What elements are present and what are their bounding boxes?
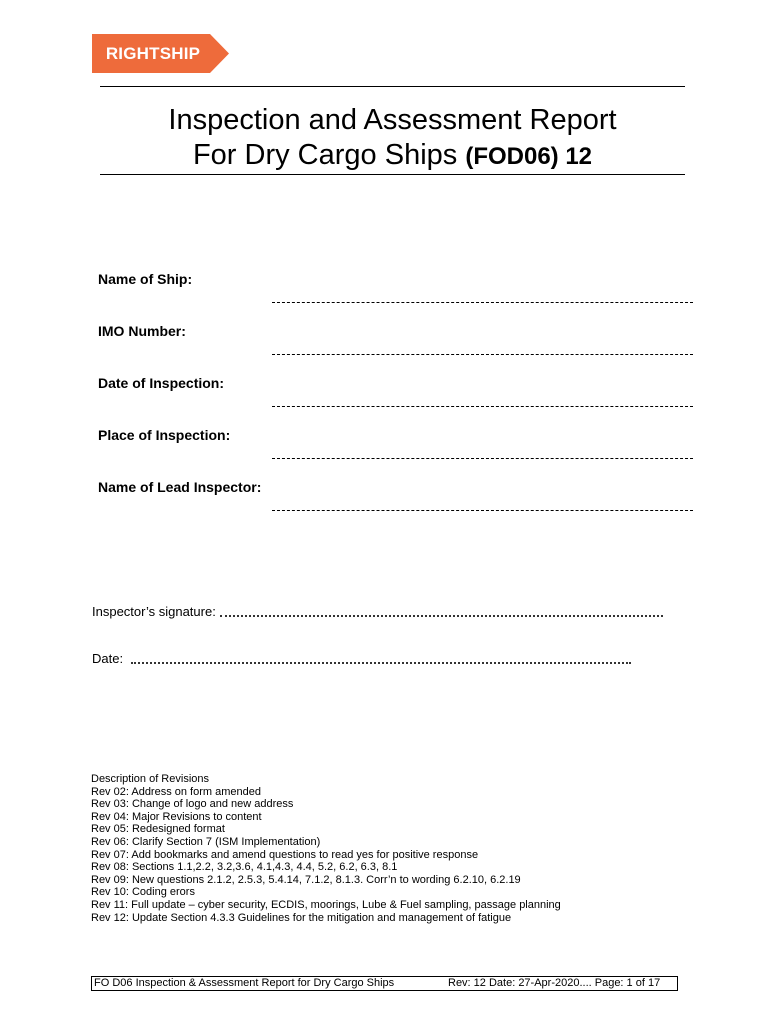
date-row [92,651,692,667]
date-of-inspection-field[interactable] [272,406,693,407]
date-label: Date: [92,651,124,666]
place-of-inspection-label: Place of Inspection: [98,427,231,443]
revision-item: Rev 02: Address on form amended [91,785,261,798]
logo-text: RIGHTSHIP [105,44,201,63]
page-footer [91,976,678,991]
revision-item: Rev 05: Redesigned format [91,823,225,836]
name-of-ship-field[interactable] [272,302,693,303]
date-of-inspection-label: Date of Inspection: [98,375,225,391]
place-of-inspection-field[interactable] [272,458,693,459]
footer-revision-info: Rev: 12 Date: 27-Apr-2020.... Page: 1 of 17 [448,977,661,989]
signature-field[interactable] [220,611,663,617]
report-title-line1: Inspection and Assessment Report [168,104,617,136]
revision-item: Rev 12: Update Section 4.3.3 Guidelines for the mitigation and management of fatigue [91,911,512,924]
signature-label: Inspector’s signature: [92,604,216,619]
revision-item: Rev 08: Sections 1.1,2.2, 3.2,3.6, 4.1,4.3, 4.4, 5.2, 6.2, 6.3, 8.1 [91,861,398,874]
report-title-line2 [100,138,685,174]
lead-inspector-label: Name of Lead Inspector: [98,479,262,495]
title-bottom-rule [100,174,685,175]
revision-item: Rev 03: Change of logo and new address [91,798,294,811]
revision-item: Rev 07: Add bookmarks and amend questions to read yes for positive response [91,848,479,861]
revision-item: Rev 09: New questions 2.1.2, 2.5.3, 5.4.14, 7.1.2, 8.1.3. Corr’n to wording 6.2.10, 6.2.19 [91,873,521,886]
signature-row [92,604,692,620]
revision-item: Rev 11: Full update – cyber security, ECDIS, moorings, Lube & Fuel sampling, passage planning [91,898,561,911]
report-form-code: (FOD06) 12 [465,143,593,170]
name-of-ship-label: Name of Ship: [98,271,193,287]
title-top-rule [100,86,685,87]
footer-document-title: FO D06 Inspection & Assessment Report for Dry Cargo Ships [94,977,395,989]
revision-item: Rev 04: Major Revisions to content [91,810,262,823]
revisions-heading: Description of Revisions [91,773,209,785]
imo-number-label: IMO Number: [98,323,186,339]
imo-number-field[interactable] [272,354,693,355]
date-field[interactable] [131,658,631,664]
rightship-logo [92,34,229,73]
revision-item: Rev 06: Clarify Section 7 (ISM Implementation) [91,835,321,848]
revisions-list [91,773,561,924]
revision-item: Rev 10: Coding erors [91,886,195,899]
lead-inspector-field[interactable] [272,510,693,511]
report-title-main: For Dry Cargo Ships [192,139,466,171]
